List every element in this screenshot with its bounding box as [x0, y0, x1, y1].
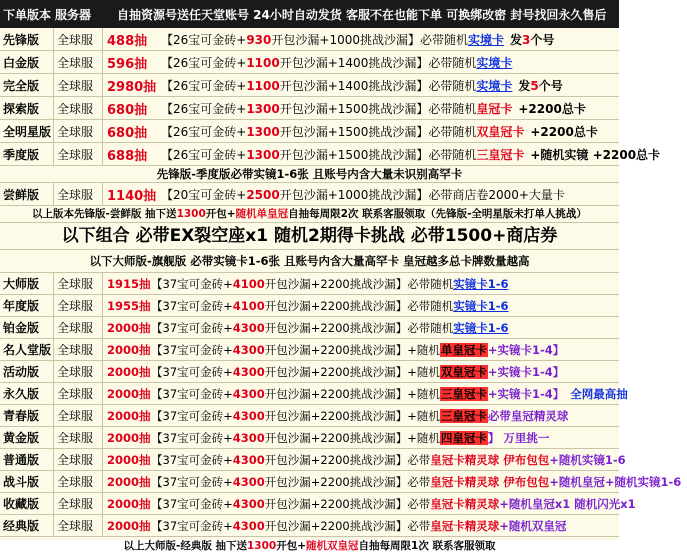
server-name: 全球服	[53, 51, 103, 73]
gift-post: 自抽每周限1次 联系客服领取	[358, 540, 496, 552]
server-name: 全球服	[53, 471, 103, 492]
table-row	[0, 449, 626, 471]
price: 680抽	[107, 125, 148, 141]
table-row	[0, 97, 619, 120]
table-row	[0, 493, 636, 515]
description	[159, 31, 619, 48]
gift-post: 自抽每周限2次 联系客服领取（先锋版-全明星版未打单人挑战）	[288, 208, 587, 220]
version-name: 永久版	[3, 387, 40, 401]
price: 1955抽	[107, 298, 151, 313]
coins: 4300	[232, 386, 265, 401]
desc-mid: 开包沙漏+2200挑战沙漏】必带随机	[264, 276, 454, 291]
card-1: 实镜卡1-6	[453, 298, 509, 313]
price: 2000抽	[107, 430, 151, 445]
extra	[508, 277, 514, 291]
card-1: 四皇冠卡	[440, 430, 487, 445]
desc-mid: 开包沙漏+1000挑战沙漏】必带商店卷2000+大量卡	[279, 187, 565, 202]
card-2: +实镜卡1-4】	[487, 342, 565, 357]
price: 488抽	[107, 33, 148, 49]
price: 2000抽	[107, 386, 151, 401]
description	[149, 474, 687, 490]
coins: 4300	[232, 364, 265, 379]
card-type: 三皇冠卡	[476, 147, 525, 162]
header-version: 下单版本	[3, 7, 52, 22]
table-row	[0, 51, 619, 74]
card-type: 皇冠卡	[476, 101, 513, 116]
desc-mid: 开包沙漏+1000挑战沙漏】必带随机	[271, 32, 468, 47]
card-3: +随机皇冠x1 随机闪光x1	[499, 496, 636, 511]
card-1: 三皇冠卡	[440, 386, 487, 401]
coins: 4300	[232, 320, 265, 335]
card-1: 单皇冠卡	[440, 342, 487, 357]
desc-mid: 开包沙漏+2200挑战沙漏】必带随机	[264, 298, 454, 313]
coins: 4300	[232, 474, 265, 489]
desc-mid: 开包沙漏+1500挑战沙漏】必带随机	[279, 101, 477, 116]
extra	[512, 56, 518, 70]
server-name: 全球服	[53, 120, 103, 142]
card-1: 双皇冠卡	[440, 364, 487, 379]
server-name: 全球服	[53, 449, 103, 470]
desc-pre: 【26宝可金砖+	[161, 124, 247, 139]
version-name: 白金版	[3, 55, 40, 70]
card-1: 实镜卡1-6	[453, 276, 509, 291]
coins: 1300	[246, 101, 280, 116]
server-name: 全球服	[53, 143, 103, 165]
table-row	[0, 120, 619, 143]
coins: 4300	[232, 342, 265, 357]
server-name: 全球服	[53, 405, 103, 426]
version-name: 收藏版	[3, 497, 40, 511]
card-2: 精灵球	[464, 496, 500, 511]
coins: 1300	[246, 147, 280, 162]
version-name: 青春版	[3, 409, 40, 423]
table-row	[0, 471, 682, 493]
card-type: 双皇冠卡	[476, 124, 525, 139]
description	[149, 452, 632, 468]
table-row	[0, 317, 619, 339]
table-row	[0, 383, 628, 405]
desc-pre: 【37宝可金砖+	[151, 496, 233, 511]
description	[149, 496, 642, 512]
price: 2980抽	[107, 79, 157, 95]
server-name: 全球服	[53, 317, 103, 338]
extra-pre: +随机实镜 +2200总卡	[530, 147, 661, 162]
desc-mid: 开包沙漏+2200挑战沙漏】+随机	[264, 430, 440, 445]
coins: 4100	[232, 298, 265, 313]
desc-mid: 开包沙漏+2200挑战沙漏】必带随机	[264, 320, 454, 335]
table-row	[0, 273, 619, 295]
desc-mid: 开包沙漏+2200挑战沙漏】+随机	[264, 408, 440, 423]
coins: 1300	[246, 124, 280, 139]
desc-mid: 开包沙漏+2200挑战沙漏】+随机	[264, 342, 440, 357]
coins: 4300	[232, 496, 265, 511]
gift-num: 1300	[247, 540, 277, 552]
description	[159, 77, 619, 94]
price: 680抽	[107, 102, 148, 118]
card-1: 皇冠卡	[430, 452, 465, 467]
desc-mid: 开包沙漏+2200挑战沙漏】必带	[264, 518, 431, 533]
version-name: 铂金版	[3, 321, 40, 335]
desc-mid: 开包沙漏+1500挑战沙漏】必带随机	[279, 124, 477, 139]
desc-pre: 【26宝可金砖+	[161, 78, 247, 93]
table-row	[0, 28, 619, 51]
extra	[549, 431, 555, 445]
description	[149, 430, 619, 446]
banner: 以下组合 必带EX裂空座x1 随机2期得卡挑战 必带1500+商店券	[0, 223, 619, 250]
note-gift-2	[0, 537, 619, 555]
extra	[568, 409, 574, 423]
desc-pre: 【26宝可金砖+	[161, 55, 247, 70]
desc-mid: 开包沙漏+1500挑战沙漏】必带随机	[279, 147, 477, 162]
desc-pre: 【37宝可金砖+	[151, 408, 233, 423]
card-2: +实镜卡1-4】	[487, 364, 565, 379]
desc-mid: 开包沙漏+1400挑战沙漏】必带随机	[279, 78, 477, 93]
desc-pre: 【20宝可金砖+	[161, 187, 247, 202]
server-name: 全球服	[53, 273, 103, 294]
server-name: 全球服	[53, 97, 103, 119]
table-row	[0, 339, 619, 361]
table-row	[0, 143, 661, 166]
gift-red: 随机单皇冠	[235, 208, 289, 220]
coins: 4100	[232, 276, 265, 291]
desc-pre: 【37宝可金砖+	[151, 452, 233, 467]
coins: 4300	[232, 518, 265, 533]
desc-pre: 【37宝可金砖+	[151, 518, 233, 533]
desc-pre: 【26宝可金砖+	[161, 147, 247, 162]
server-name: 全球服	[53, 183, 103, 205]
price: 2000抽	[107, 342, 151, 357]
version-name: 年度版	[3, 299, 40, 313]
description	[159, 186, 619, 203]
note-group2: 以下大师版-旗舰版 必带实镜卡1-6张 且账号内含大量高罕卡 皇冠越多总卡牌数量越高	[0, 250, 619, 273]
price: 2000抽	[107, 408, 151, 423]
description	[159, 54, 619, 71]
version-name: 探索版	[3, 101, 40, 116]
version-name: 大师版	[3, 277, 40, 291]
price: 2000抽	[107, 452, 151, 467]
desc-pre: 【37宝可金砖+	[151, 320, 233, 335]
description	[149, 364, 619, 380]
card-3: +随机皇冠+随机实镜1-6	[549, 474, 682, 489]
version-name: 经典版	[3, 519, 40, 533]
desc-mid: 开包沙漏+1400挑战沙漏】必带随机	[279, 55, 477, 70]
description	[159, 100, 619, 117]
version-name: 黄金版	[3, 431, 40, 445]
description	[159, 146, 660, 163]
note-gift-1	[0, 206, 619, 223]
table-row	[0, 295, 619, 317]
table-row	[0, 515, 619, 537]
coins: 4300	[232, 430, 265, 445]
price: 688抽	[107, 148, 148, 164]
version-name: 战斗版	[3, 475, 40, 489]
extra-num: 5	[530, 78, 539, 93]
card-1: 皇冠卡	[430, 474, 465, 489]
desc-mid: 开包沙漏+2200挑战沙漏】必带	[264, 496, 431, 511]
desc-pre: 【37宝可金砖+	[151, 276, 233, 291]
server-name: 全球服	[53, 295, 103, 316]
card-type: 实境卡	[468, 32, 505, 47]
gift-num: 1300	[176, 208, 206, 220]
gift-mid: 开包+	[276, 540, 307, 552]
desc-pre: 【26宝可金砖+	[161, 101, 247, 116]
table-row	[0, 74, 619, 97]
card-3: +随机双皇冠	[499, 518, 567, 533]
server-name: 全球服	[53, 383, 103, 404]
extra	[524, 125, 597, 139]
table-row	[0, 405, 619, 427]
extra-pre: 发	[518, 78, 531, 93]
extra	[566, 519, 572, 533]
server-name: 全球服	[53, 339, 103, 360]
extra	[524, 148, 660, 162]
extra-pre: +2200总卡	[530, 124, 598, 139]
coins: 1100	[246, 78, 280, 93]
extra	[508, 321, 514, 335]
price: 2000抽	[107, 474, 151, 489]
description	[149, 342, 619, 358]
extra-num: 3	[522, 32, 531, 47]
extra-post: 个号	[538, 78, 563, 93]
gift-pre: 以上大师版-经典版 抽下送	[123, 540, 247, 552]
extra	[504, 33, 554, 47]
extra: 全网最高抽	[570, 386, 628, 401]
version-name: 全明星版	[3, 124, 52, 139]
extra-pre: +2200总卡	[518, 101, 586, 116]
desc-mid: 开包沙漏+2200挑战沙漏】必带	[264, 452, 431, 467]
note-group1: 先锋版-季度版必带实镜1-6张 且账号内含大量未识别高罕卡	[0, 166, 619, 183]
header-server: 服务器	[55, 7, 92, 22]
extra	[508, 299, 514, 313]
coins: 4300	[232, 408, 265, 423]
desc-pre: 【37宝可金砖+	[151, 298, 233, 313]
desc-pre: 【37宝可金砖+	[151, 474, 233, 489]
table-row	[0, 361, 619, 383]
server-name: 全球服	[53, 493, 103, 514]
price: 596抽	[107, 56, 148, 72]
group1-rows	[0, 28, 661, 166]
server-name: 全球服	[53, 361, 103, 382]
desc-pre: 【37宝可金砖+	[151, 430, 233, 445]
extra	[636, 497, 642, 511]
description	[149, 298, 619, 314]
card-2: 必带皇冠精灵球	[487, 408, 569, 423]
gift-mid: 开包+	[205, 208, 236, 220]
desc-pre: 【37宝可金砖+	[151, 364, 233, 379]
card-2: 】 万里挑一	[487, 430, 550, 445]
price: 2000抽	[107, 364, 151, 379]
desc-mid: 开包沙漏+2200挑战沙漏】+随机	[264, 386, 440, 401]
table-row-trial	[0, 183, 619, 206]
version-name: 季度版	[3, 147, 40, 162]
card-1: 三皇冠卡	[440, 408, 487, 423]
header-bar	[0, 0, 619, 28]
price: 2000抽	[107, 518, 151, 533]
extra	[681, 475, 687, 489]
version-name: 名人堂版	[3, 343, 52, 357]
extra	[512, 79, 562, 93]
header-info: 自抽资源号送任天堂账号 24小时自动发货 客服不在也能下单 可换绑改密 封号找回永久售后	[117, 7, 607, 22]
desc-pre: 【37宝可金砖+	[151, 342, 233, 357]
card-2: +实镜卡1-4】	[487, 386, 565, 401]
extra	[512, 102, 585, 116]
coins: 930	[246, 32, 272, 47]
price: 1915抽	[107, 276, 151, 291]
version-name: 尝鲜版	[3, 187, 40, 202]
version-name: 普通版	[3, 453, 40, 467]
gift-red: 随机双皇冠	[306, 540, 359, 552]
card-3: +随机实镜1-6	[549, 452, 626, 467]
description	[149, 276, 619, 292]
description	[149, 320, 619, 336]
card-1: 皇冠卡	[430, 496, 465, 511]
coins: 4300	[232, 452, 265, 467]
desc-mid: 开包沙漏+2200挑战沙漏】+随机	[264, 364, 440, 379]
version-name: 活动版	[3, 365, 40, 379]
price: 2000抽	[107, 320, 151, 335]
card-2: 精灵球 伊布包包	[464, 452, 550, 467]
desc-mid: 开包沙漏+2200挑战沙漏】必带	[264, 474, 431, 489]
description	[149, 518, 619, 534]
server-name: 全球服	[53, 427, 103, 448]
card-1: 皇冠卡	[430, 518, 465, 533]
description	[149, 386, 628, 402]
gift-pre: 以上版本先锋版-尝鲜版 抽下送	[32, 208, 177, 220]
card-type: 实境卡	[476, 55, 513, 70]
table-row	[0, 427, 619, 449]
group2-rows	[0, 273, 682, 537]
desc-pre: 【26宝可金砖+	[161, 32, 247, 47]
extra-pre: 发	[510, 32, 523, 47]
desc-pre: 【37宝可金砖+	[151, 386, 233, 401]
server-name: 全球服	[53, 515, 103, 536]
server-name: 全球服	[53, 28, 103, 50]
extra-post: 个号	[530, 32, 555, 47]
version-name: 完全版	[3, 78, 40, 93]
coins: 2500	[246, 187, 280, 202]
price: 2000抽	[107, 496, 151, 511]
extra	[564, 343, 570, 357]
description	[159, 123, 619, 140]
price: 1140抽	[107, 188, 157, 204]
card-1: 实镜卡1-6	[453, 320, 509, 335]
card-2: 精灵球 伊布包包	[464, 474, 550, 489]
description	[149, 408, 619, 424]
card-2: 精灵球	[464, 518, 500, 533]
card-type: 实境卡	[476, 78, 513, 93]
server-name: 全球服	[53, 74, 103, 96]
extra	[626, 453, 632, 467]
version-name: 先锋版	[3, 32, 40, 47]
extra	[564, 365, 570, 379]
coins: 1100	[246, 55, 280, 70]
